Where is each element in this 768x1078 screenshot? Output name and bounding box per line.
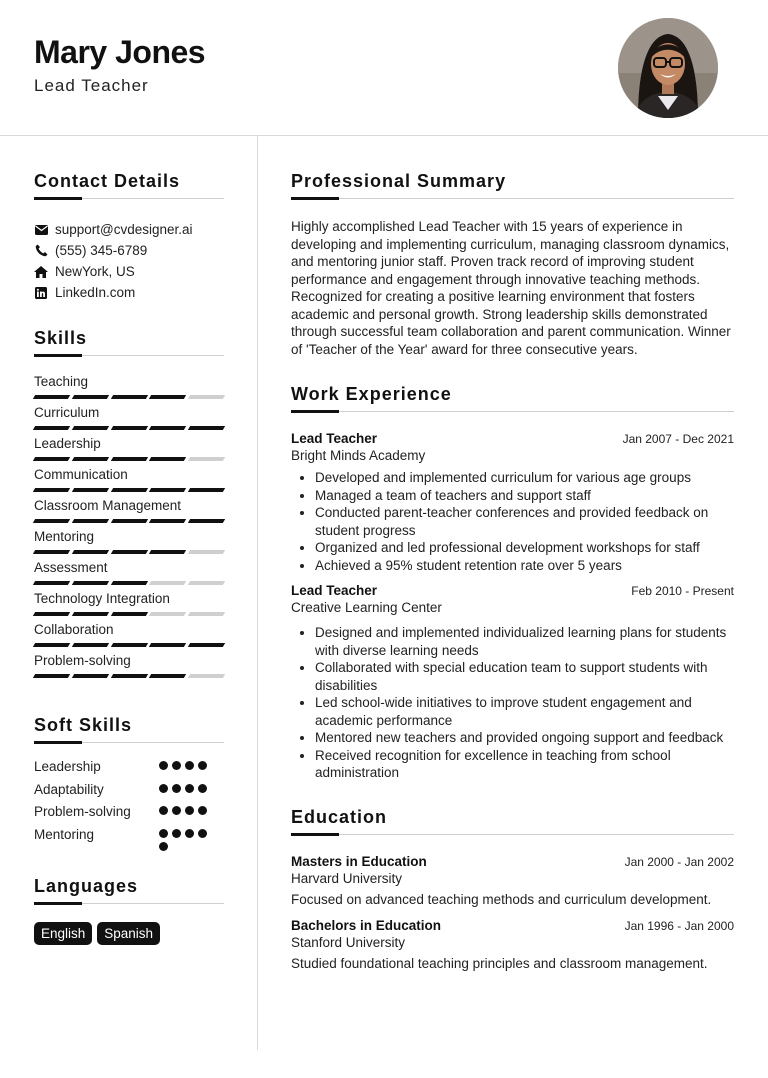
soft-skill-rating <box>159 784 219 793</box>
soft-skill-rating <box>159 806 219 815</box>
skill-level-segment <box>149 550 186 554</box>
rating-dot <box>198 784 207 793</box>
skill-level-segment <box>33 674 70 678</box>
skill-label: Classroom Management <box>34 498 182 513</box>
job-bullet: • Collaborated with special education team to support students with disabilities <box>315 659 734 694</box>
contact-location-text: NewYork, US <box>55 264 135 279</box>
skill-level-segment <box>72 581 109 585</box>
skill-item <box>34 436 224 461</box>
rating-dot <box>159 784 168 793</box>
skill-level-segment <box>72 643 109 647</box>
skill-level-segment <box>72 457 109 461</box>
contact-location <box>34 261 224 282</box>
rating-dot <box>185 784 194 793</box>
skill-level-segment <box>72 488 109 492</box>
education-dates: Jan 2000 - Jan 2002 <box>624 854 734 869</box>
soft-skills-list <box>34 759 224 849</box>
soft-skills-heading: Soft Skills <box>34 716 224 743</box>
skill-level-segment <box>149 612 186 616</box>
skill-level-segment <box>149 519 186 523</box>
skill-item <box>34 405 224 430</box>
skill-level-bar <box>34 550 224 554</box>
soft-skill-item <box>34 782 224 805</box>
skill-level-segment <box>33 550 70 554</box>
skill-label: Technology Integration <box>34 591 170 606</box>
skill-label: Collaboration <box>34 622 114 637</box>
skill-level-segment <box>110 519 147 523</box>
job-title: Lead Teacher <box>291 583 378 598</box>
skill-level-segment <box>188 426 225 430</box>
skill-label: Leadership <box>34 436 101 451</box>
job-entry <box>291 583 734 782</box>
contact-email-text: support@cvdesigner.ai <box>55 222 193 237</box>
education-entry <box>291 854 734 909</box>
left-column <box>34 136 224 945</box>
skill-level-segment <box>72 395 109 399</box>
education-section <box>291 808 734 973</box>
home-icon <box>34 265 48 279</box>
envelope-icon <box>34 223 48 237</box>
skill-level-segment <box>110 488 147 492</box>
skill-level-segment <box>188 395 225 399</box>
skill-label: Mentoring <box>34 529 95 544</box>
profile-photo-image <box>618 18 718 118</box>
profile-photo <box>618 18 718 118</box>
skill-level-segment <box>110 457 147 461</box>
job-entry <box>291 431 734 574</box>
skill-level-segment <box>188 674 225 678</box>
job-company: Bright Minds Academy <box>291 448 426 463</box>
rating-dot <box>172 806 181 815</box>
languages-section <box>34 877 224 945</box>
column-divider <box>257 136 258 1050</box>
skills-section <box>34 329 224 678</box>
rating-dot <box>159 829 168 838</box>
soft-skill-item <box>34 759 224 782</box>
job-dates: Feb 2010 - Present <box>631 584 734 598</box>
right-column <box>291 136 734 973</box>
skill-level-segment <box>188 550 225 554</box>
summary-section <box>291 172 734 358</box>
skill-item <box>34 560 224 585</box>
rating-dot <box>185 761 194 770</box>
education-heading: Education <box>291 808 734 835</box>
job-title: Lead Teacher <box>291 431 378 446</box>
skill-level-segment <box>188 457 225 461</box>
skill-level-segment <box>33 395 70 399</box>
skill-level-bar <box>34 426 224 430</box>
education-entry <box>291 918 734 973</box>
skill-label: Problem-solving <box>34 653 131 668</box>
skill-level-segment <box>188 581 225 585</box>
skill-level-segment <box>33 488 70 492</box>
skill-level-segment <box>72 426 109 430</box>
skill-level-segment <box>72 674 109 678</box>
soft-skill-label: Leadership <box>34 759 101 774</box>
languages-list <box>34 922 224 945</box>
skill-level-segment <box>33 519 70 523</box>
skill-item <box>34 374 224 399</box>
skill-level-segment <box>110 550 147 554</box>
contact-phone-text: (555) 345-6789 <box>55 243 148 258</box>
soft-skills-section <box>34 716 224 849</box>
skill-item <box>34 591 224 616</box>
contact-heading: Contact Details <box>34 172 224 199</box>
skill-level-segment <box>188 643 225 647</box>
skill-level-bar <box>34 581 224 585</box>
contact-email[interactable] <box>34 219 224 240</box>
skill-level-segment <box>110 426 147 430</box>
skill-level-segment <box>110 612 147 616</box>
skill-level-bar <box>34 395 224 399</box>
job-dates: Jan 2007 - Dec 2021 <box>622 432 734 446</box>
skill-level-bar <box>34 457 224 461</box>
rating-dot <box>159 806 168 815</box>
rating-dot <box>159 842 168 851</box>
skill-level-bar <box>34 612 224 616</box>
skill-level-segment <box>33 643 70 647</box>
contact-section <box>34 172 224 303</box>
job-bullet: • Received recognition for excellence in teaching from school administration <box>315 747 734 782</box>
rating-dot <box>159 761 168 770</box>
experience-section <box>291 385 734 782</box>
languages-heading: Languages <box>34 877 224 904</box>
language-badge: Spanish <box>97 922 160 945</box>
skill-item <box>34 529 224 554</box>
candidate-name: Mary Jones <box>34 34 206 70</box>
job-bullet: • Mentored new teachers and provided ongoing support and feedback <box>315 729 734 747</box>
skill-item <box>34 622 224 647</box>
contact-linkedin[interactable] <box>34 282 224 303</box>
skill-level-segment <box>110 674 147 678</box>
skills-heading: Skills <box>34 329 224 356</box>
skill-level-segment <box>72 612 109 616</box>
job-bullet: • Designed and implemented individualized learning plans for students with diverse learning needs <box>315 624 734 659</box>
skill-level-bar <box>34 643 224 647</box>
skill-level-segment <box>110 395 147 399</box>
skill-level-segment <box>188 519 225 523</box>
degree-title: Bachelors in Education <box>291 918 442 933</box>
education-description: Focused on advanced teaching methods and curriculum development. <box>291 891 712 907</box>
skill-level-segment <box>72 519 109 523</box>
linkedin-icon <box>34 286 48 300</box>
school-name: Stanford University <box>291 935 406 950</box>
skill-level-bar <box>34 519 224 523</box>
skill-label: Assessment <box>34 560 108 575</box>
school-name: Harvard University <box>291 870 403 886</box>
contact-phone[interactable] <box>34 240 224 261</box>
skill-level-segment <box>149 581 186 585</box>
skill-label: Communication <box>34 467 128 482</box>
education-dates: Jan 1996 - Jan 2000 <box>624 919 734 933</box>
skill-level-segment <box>149 457 186 461</box>
soft-skill-item <box>34 827 224 850</box>
soft-skill-label: Problem-solving <box>34 804 131 819</box>
soft-skill-label: Adaptability <box>34 781 104 797</box>
skill-label: Curriculum <box>34 405 100 420</box>
skills-list <box>34 374 224 678</box>
education-description: Studied foundational teaching principles and classroom management. <box>291 956 708 971</box>
job-bullet: • Conducted parent-teacher conferences and provided feedback on student progress <box>315 504 734 539</box>
skill-level-segment <box>149 674 186 678</box>
skill-item <box>34 467 224 492</box>
degree-title: Masters in Education <box>291 853 427 869</box>
experience-heading: Work Experience <box>291 385 734 412</box>
skill-level-segment <box>149 395 186 399</box>
skill-level-segment <box>33 457 70 461</box>
rating-dot <box>172 784 181 793</box>
rating-dot <box>172 761 181 770</box>
job-bullet: • Developed and implemented curriculum for various age groups <box>315 469 734 487</box>
rating-dot <box>198 806 207 815</box>
skill-level-segment <box>149 643 186 647</box>
summary-heading: Professional Summary <box>291 172 734 199</box>
job-company: Creative Learning Center <box>291 600 442 615</box>
skill-level-segment <box>188 612 225 616</box>
job-bullets <box>291 624 734 782</box>
job-bullet: • Organized and led professional development workshops for staff <box>315 539 734 557</box>
soft-skill-rating <box>159 761 219 770</box>
skill-level-segment <box>149 426 186 430</box>
skill-level-segment <box>110 581 147 585</box>
skill-level-segment <box>110 643 147 647</box>
skill-level-bar <box>34 488 224 492</box>
skill-item <box>34 653 224 678</box>
skill-level-segment <box>188 488 225 492</box>
job-bullet: • Achieved a 95% student retention rate over 5 years <box>315 557 734 575</box>
rating-dot <box>185 829 194 838</box>
job-bullet: • Managed a team of teachers and support staff <box>315 487 734 505</box>
soft-skill-label: Mentoring <box>34 826 95 842</box>
skill-level-segment <box>33 426 70 430</box>
skill-item <box>34 498 224 523</box>
candidate-title: Lead Teacher <box>34 76 149 95</box>
skill-level-segment <box>33 581 70 585</box>
skill-level-segment <box>72 550 109 554</box>
skill-level-segment <box>33 612 70 616</box>
rating-dot <box>172 829 181 838</box>
soft-skill-item <box>34 804 224 827</box>
rating-dot <box>198 761 207 770</box>
rating-dot <box>185 806 194 815</box>
summary-text: Highly accomplished Lead Teacher with 15 years of experience in developing and implementing curriculum, managing classroom dynamics, and mentoring junior staff. Proven track record of improving student performance and engagement through innovative teaching methods. Recognized for creating a positive learning environment that fosters academic and personal growth. Strong leadership skills demonstrated through successful team collaboration and parent communication. Winner of 'Teacher of the Year' award for three consecutive years. <box>291 219 731 357</box>
language-badge: English <box>34 922 92 945</box>
job-bullet: • Led school-wide initiatives to improve student engagement and academic performance <box>315 694 734 729</box>
phone-icon <box>34 244 48 258</box>
contact-linkedin-text: LinkedIn.com <box>55 285 136 300</box>
skill-label: Teaching <box>34 374 89 389</box>
rating-dot <box>198 829 207 838</box>
skill-level-bar <box>34 674 224 678</box>
skill-level-segment <box>149 488 186 492</box>
resume-header <box>0 0 768 136</box>
soft-skill-rating <box>159 829 219 851</box>
job-bullets <box>291 469 734 574</box>
